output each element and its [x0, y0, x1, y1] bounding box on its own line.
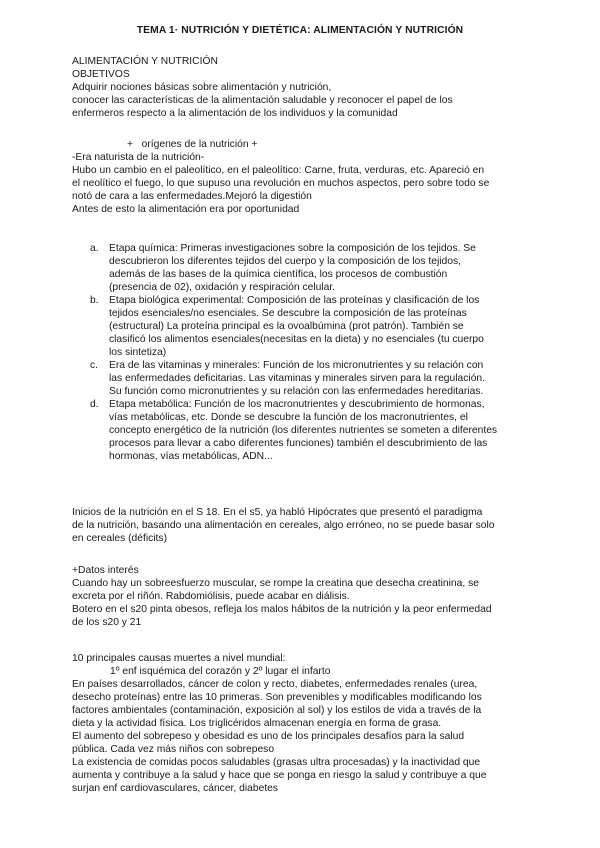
- stage-line: tejidos esenciales/no esenciales. Se descubre la composición de las proteínas: [109, 308, 467, 319]
- list-item: [72, 359, 532, 398]
- origins-subheading: -Era naturista de la nutrición-: [72, 152, 205, 163]
- list-item: [72, 294, 532, 359]
- facts-line: Cuando hay un sobreesfuerzo muscular, se rompe la creatina que desecha creatinina, se: [72, 578, 479, 589]
- beginnings-line: Inicios de la nutrición en el S 18. En el s5, ya habló Hipócrates que presentó el paradigma: [72, 507, 483, 518]
- stage-line: (estructural) La proteína principal es la ovoalbúmina (prot patrón). También se: [109, 321, 464, 332]
- origins-section: [72, 138, 532, 216]
- causes-line: aumenta y contribuye a la salud y hace que se ponga en riesgo la salud y contribuye a que: [72, 770, 487, 781]
- facts-section: [72, 564, 532, 629]
- causes-line: dieta y la actividad física. Los triglicéridos almacenan energía en forma de grasa.: [72, 718, 442, 729]
- list-marker: a.: [90, 243, 99, 254]
- origins-line: Hubo un cambio en el paleolítico, en el paleolítico: Carne, fruta, verduras, etc. Apareció en: [72, 165, 485, 176]
- beginnings-line: en cereales (déficits): [72, 533, 167, 544]
- causes-line: El aumento del sobrepeso y obesidad es uno de los principales desafíos para la salud: [72, 731, 465, 742]
- causes-line: En países desarrollados, cáncer de colon y recto, diabetes, enfermedades renales (urea,: [72, 679, 478, 690]
- stage-line: clasificó los alimentos esenciales(necesitas en la dieta) y no esenciales (tu cuerpo: [109, 334, 484, 345]
- list-item: [72, 398, 532, 463]
- facts-line: excreta por el riñón. Rabdomiólisis, puede acabar en diálisis.: [72, 591, 350, 602]
- stage-line: Etapa química: Primeras investigaciones sobre la composición de los tejidos. Se: [109, 243, 476, 254]
- causes-line: pública. Cada vez más niños con sobrepeso: [72, 744, 275, 755]
- objectives-label: OBJETIVOS: [72, 69, 130, 80]
- causes-line: surjan enf cardiovasculares, cáncer, diabetes: [72, 783, 279, 794]
- origins-line: el neolítico el fuego, lo que supuso una revolución en muchos aspectos, pero sobre todo se: [72, 178, 490, 189]
- stage-line: Era de las vitaminas y minerales: Función de los micronutrientes y su relación con: [109, 360, 484, 371]
- document-title: TEMA 1· NUTRICIÓN Y DIETÉTICA: ALIMENTACIÓN Y NUTRICIÓN: [136, 25, 464, 36]
- facts-heading: +Datos interés: [72, 565, 139, 576]
- objectives-line: enfermeros respecto a la alimentación de los individuos y la comunidad: [72, 108, 398, 119]
- causes-first: 1º enf isquémica del corazón y 2º lugar el infarto: [110, 666, 331, 677]
- causes-heading: 10 principales causas muertes a nivel mundial:: [72, 653, 286, 664]
- beginnings-line: de la nutrición, basando una alimentación en cereales, algo erróneo, no se puede basar solo: [72, 520, 495, 531]
- stage-line: descubrieron los diferentes tejidos del cuerpo y la composición de los tejidos,: [109, 256, 462, 267]
- stage-line: Su función como micronutrientes y su relación con las enfermedades hereditarias.: [109, 386, 484, 397]
- origins-line: notó de cara a las enfermedades.Mejoró la digestión: [72, 191, 312, 202]
- stages-list-section: [72, 242, 532, 463]
- stage-line: Etapa metabólica: Función de los macronutrientes y descubrimiento de hormonas,: [109, 399, 485, 410]
- objectives-line: Adquirir nociones básicas sobre alimentación y nutrición,: [72, 82, 332, 93]
- stage-line: vías metabólicas, etc. Donde se descubre la función de los macronutrientes, el: [109, 412, 468, 423]
- stage-line: Etapa biológica experimental: Composición de las proteínas y clasificación de los: [109, 295, 480, 306]
- stage-line: (presencia de 02), oxidación y respiración celular.: [109, 282, 336, 293]
- facts-line: de los s20 y 21: [72, 617, 142, 628]
- list-marker: c.: [90, 360, 99, 371]
- causes-line: factores ambientales (contaminación, exposición al sol) y los estilos de vida a través de la: [72, 705, 482, 716]
- stage-line: además de las bases de la química científica, los procesos de combustión: [109, 269, 448, 280]
- origins-line: Antes de esto la alimentación era por oportunidad: [72, 204, 300, 215]
- intro-section: [72, 55, 532, 120]
- beginnings-section: [72, 506, 532, 545]
- list-marker: b.: [90, 295, 99, 306]
- stage-line: hormonas, vías metabólicas, ADN...: [109, 451, 273, 462]
- facts-line: Botero en el s20 pinta obesos, refleja los malos hábitos de la nutrición y la peor enfermedad: [72, 604, 492, 615]
- causes-line: La existencia de comidas pocos saludables (grasas ultra procesadas) y la inactividad que: [72, 757, 481, 768]
- causes-section: [72, 652, 532, 795]
- objectives-line: conocer las características de la alimentación saludable y reconocer el papel de los: [72, 95, 453, 106]
- stage-line: procesos para llevar a cabo diferentes funciones) también el descubrimiento de las: [109, 438, 488, 449]
- stage-line: concepto energético de la nutrición (los diferentes nutrientes se someten a diferentes: [109, 425, 498, 436]
- stage-line: los sintetiza): [109, 347, 167, 358]
- causes-line: desecho proteínas) entre las 10 primeras. Son prevenibles y modificables modificando los: [72, 692, 482, 703]
- list-marker: d.: [90, 399, 99, 410]
- origins-heading: + orígenes de la nutrición +: [127, 139, 258, 150]
- list-item: [72, 242, 532, 294]
- stages-list: [72, 242, 532, 463]
- intro-heading: ALIMENTACIÓN Y NUTRICIÓN: [72, 56, 218, 67]
- stage-line: las enfermedades deficitarias. Las vitaminas y minerales sirven para la regulación.: [109, 373, 486, 384]
